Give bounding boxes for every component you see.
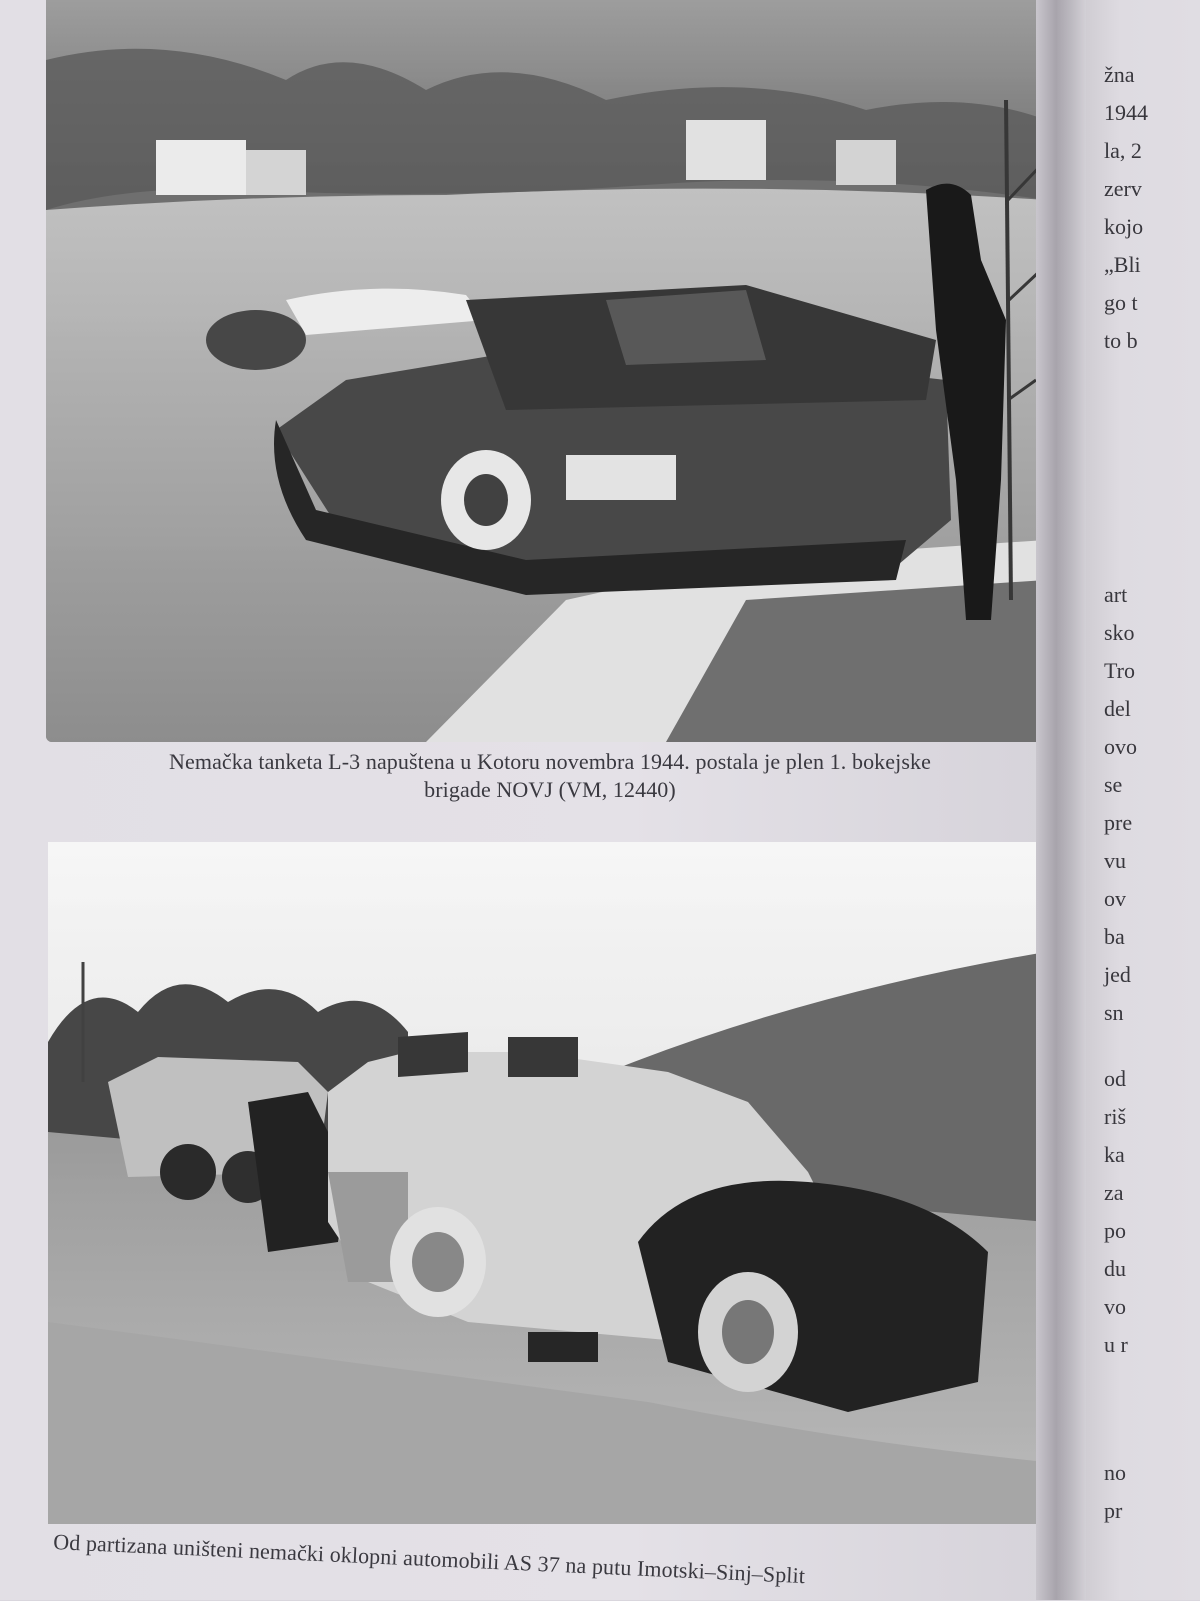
right-text-line: sko xyxy=(1104,620,1135,645)
book-gutter xyxy=(1036,0,1086,1600)
right-text-line: go t xyxy=(1104,290,1138,315)
caption-armored-cars-line1: Od partizana uništeni nemački oklopni automobili AS 37 na putu Imotski–Sinj–Split xyxy=(52,1528,806,1589)
right-text-line: ovo xyxy=(1104,734,1137,759)
right-text-line: se xyxy=(1104,772,1123,797)
right-text-line: del xyxy=(1104,696,1131,721)
right-text-line: vu xyxy=(1104,848,1126,873)
right-text-line: ov xyxy=(1104,886,1126,911)
caption-armored-cars xyxy=(53,1528,1053,1601)
right-text-line: pre xyxy=(1104,810,1133,835)
right-text-line: riš xyxy=(1104,1104,1126,1129)
right-text-line: pr xyxy=(1104,1498,1123,1523)
right-text-line: ba xyxy=(1104,924,1125,949)
right-text-line: art xyxy=(1104,582,1128,607)
right-text-line: vo xyxy=(1104,1294,1126,1319)
caption-tankette-line1: Nemačka tanketa L-3 napuštena u Kotoru novembra 1944. postala je plen 1. bokejske xyxy=(169,749,931,774)
right-text-line: ka xyxy=(1104,1142,1125,1167)
caption-tankette xyxy=(60,748,1040,804)
right-text-line: Tro xyxy=(1104,658,1135,683)
right-text-line: zerv xyxy=(1104,176,1142,201)
photo-armored-cars-image xyxy=(48,842,1046,1524)
right-text-line: u r xyxy=(1104,1332,1128,1357)
right-text-line: za xyxy=(1104,1180,1124,1205)
right-text-line: to b xyxy=(1104,328,1138,353)
right-text-line: jed xyxy=(1104,962,1131,987)
photo-tankette xyxy=(46,0,1046,742)
right-text-line: sn xyxy=(1104,1000,1124,1025)
right-text-line: no xyxy=(1104,1460,1126,1485)
caption-tankette-line2: brigade NOVJ (VM, 12440) xyxy=(424,777,676,802)
photo-tankette-image xyxy=(46,0,1046,742)
right-text-line: kojo xyxy=(1104,214,1144,239)
right-text-line: žna xyxy=(1104,62,1135,87)
right-text-line: la, 2 xyxy=(1104,138,1142,163)
right-text-line: du xyxy=(1104,1256,1126,1281)
right-text-line: „Bli xyxy=(1104,252,1141,277)
right-text-line: po xyxy=(1104,1218,1126,1243)
right-text-line: 1944 xyxy=(1104,100,1148,125)
photo-armored-cars xyxy=(48,842,1046,1524)
right-page xyxy=(1086,0,1200,1600)
right-text-line: od xyxy=(1104,1066,1126,1091)
